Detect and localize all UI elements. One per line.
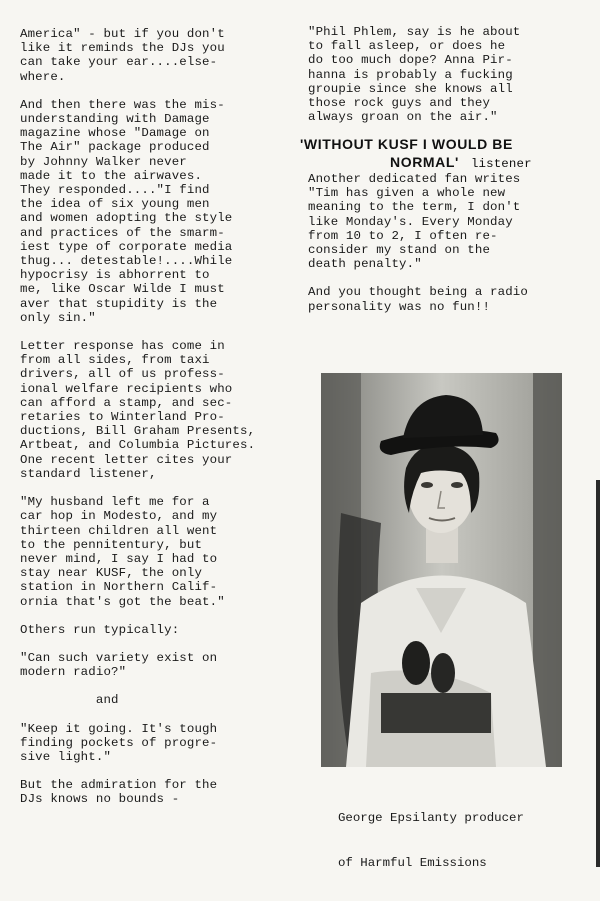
right-edge-rule <box>596 480 600 867</box>
paragraph-gap <box>20 637 292 651</box>
text-line: where. <box>20 69 66 84</box>
text-line: And then there was the mis- <box>20 97 225 112</box>
text-line: the idea of six young men <box>20 197 210 212</box>
text-line: to fall asleep, or does he <box>308 39 506 54</box>
text-line: Others run typically: <box>20 622 180 637</box>
headline-line-1: 'WITHOUT KUSF I WOULD BE <box>300 136 513 152</box>
text-line: They responded...."I find <box>20 183 210 198</box>
right-column-top <box>308 25 590 124</box>
text-line: me, like Oscar Wilde I must <box>20 282 225 297</box>
paragraph-gap <box>308 271 590 285</box>
text-line: finding pockets of progre- <box>20 735 218 750</box>
text-line: only sin." <box>20 310 96 325</box>
left-paragraph-9 <box>20 778 292 806</box>
text-line: ional welfare recipients who <box>20 381 233 396</box>
paragraph-gap <box>20 84 292 98</box>
text-line: groupie since she knows all <box>308 81 513 96</box>
left-paragraph-4 <box>20 495 292 609</box>
left-paragraph-6 <box>20 651 292 679</box>
text-line: "Phil Phlem, say is he about <box>308 25 521 39</box>
paragraph-gap <box>20 481 292 495</box>
text-line: ductions, Bill Graham Presents, <box>20 424 256 439</box>
text-line: car hop in Modesto, and my <box>20 509 218 524</box>
text-line: "Keep it going. It's tough <box>20 721 218 736</box>
text-line: meaning to the term, I don't <box>308 200 521 215</box>
text-line: Artbeat, and Columbia Pictures. <box>20 438 256 453</box>
text-line: magazine whose "Damage on <box>20 126 210 141</box>
text-line: by Johnny Walker never <box>20 154 187 169</box>
text-line: and practices of the smarm- <box>20 225 225 240</box>
text-line: The Air" package produced <box>20 140 210 155</box>
text-line: never mind, I say I had to <box>20 551 218 566</box>
text-line: DJs knows no bounds - <box>20 792 180 807</box>
portrait-image <box>321 373 562 767</box>
left-paragraph-1 <box>20 27 292 84</box>
portrait-photo <box>321 373 562 767</box>
headline-listener: listener <box>470 157 532 171</box>
text-line: station in Northern Calif- <box>20 580 218 595</box>
text-line: modern radio?" <box>20 665 127 680</box>
paragraph-gap <box>20 764 292 778</box>
text-line: "Tim has given a whole new <box>308 186 506 201</box>
paragraph-gap <box>20 708 292 722</box>
right-bottom-paragraph-1 <box>308 172 590 271</box>
text-line: And you thought being a radio <box>308 285 528 300</box>
caption-line-1: George Epsilanty producer <box>338 811 524 825</box>
text-line: from all sides, from taxi <box>20 353 210 368</box>
text-line: to the pennitentury, but <box>20 537 203 552</box>
right-bottom-paragraph-2 <box>308 285 590 313</box>
caption-line-2: of Harmful Emissions <box>338 856 487 870</box>
text-line: understanding with Damage <box>20 112 210 127</box>
paragraph-gap <box>20 325 292 339</box>
text-line: "My husband left me for a <box>20 495 210 510</box>
text-line: can take your ear....else- <box>20 55 218 70</box>
right-column-bottom <box>308 172 590 314</box>
text-line: But the admiration for the <box>20 778 218 793</box>
text-line: Letter response has come in <box>20 339 225 354</box>
text-line: like it reminds the DJs you <box>20 41 225 56</box>
left-paragraph-5 <box>20 623 292 637</box>
text-line: drivers, all of us profess- <box>20 367 225 382</box>
text-line: America" - but if you don't <box>20 27 225 41</box>
left-paragraph-3 <box>20 339 292 481</box>
text-line: ornia that's got the beat." <box>20 594 225 609</box>
headline-normal: NORMAL' <box>390 154 459 170</box>
text-line: made it to the airwaves. <box>20 168 203 183</box>
left-paragraph-8 <box>20 722 292 765</box>
text-line: and women adopting the style <box>20 211 233 226</box>
text-line: One recent letter cites your <box>20 452 233 467</box>
right-top-paragraph-1 <box>308 25 590 124</box>
text-line: always groan on the air." <box>308 110 498 125</box>
text-line: thirteen children all went <box>20 523 218 538</box>
text-line: retaries to Winterland Pro- <box>20 410 225 425</box>
text-line: iest type of corporate media <box>20 239 233 254</box>
text-line: sive light." <box>20 749 112 764</box>
text-line: can afford a stamp, and sec- <box>20 395 233 410</box>
text-line: those rock guys and they <box>308 96 491 111</box>
text-line: like Monday's. Every Monday <box>308 214 513 229</box>
text-line: Another dedicated fan writes <box>308 172 521 186</box>
left-column <box>20 27 292 807</box>
headline-line-2 <box>300 153 590 173</box>
text-line: hypocrisy is abhorrent to <box>20 268 210 283</box>
left-paragraph-7 <box>20 693 292 707</box>
text-line: personality was no fun!! <box>308 299 491 314</box>
text-line: and <box>20 693 119 708</box>
paragraph-gap <box>20 679 292 693</box>
text-line: thug... detestable!....While <box>20 254 233 269</box>
text-line: aver that stupidity is the <box>20 296 218 311</box>
photo-caption <box>338 781 568 901</box>
text-line: do too much dope? Anna Pir- <box>308 53 513 68</box>
text-line: standard listener, <box>20 466 157 481</box>
text-line: stay near KUSF, the only <box>20 566 203 581</box>
text-line: from 10 to 2, I often re- <box>308 228 498 243</box>
text-line: hanna is probably a fucking <box>308 67 513 82</box>
left-paragraph-2 <box>20 98 292 325</box>
text-line: consider my stand on the <box>308 243 491 258</box>
paragraph-gap <box>20 609 292 623</box>
text-line: death penalty." <box>308 257 422 272</box>
headline <box>300 135 590 173</box>
text-line: "Can such variety exist on <box>20 650 218 665</box>
